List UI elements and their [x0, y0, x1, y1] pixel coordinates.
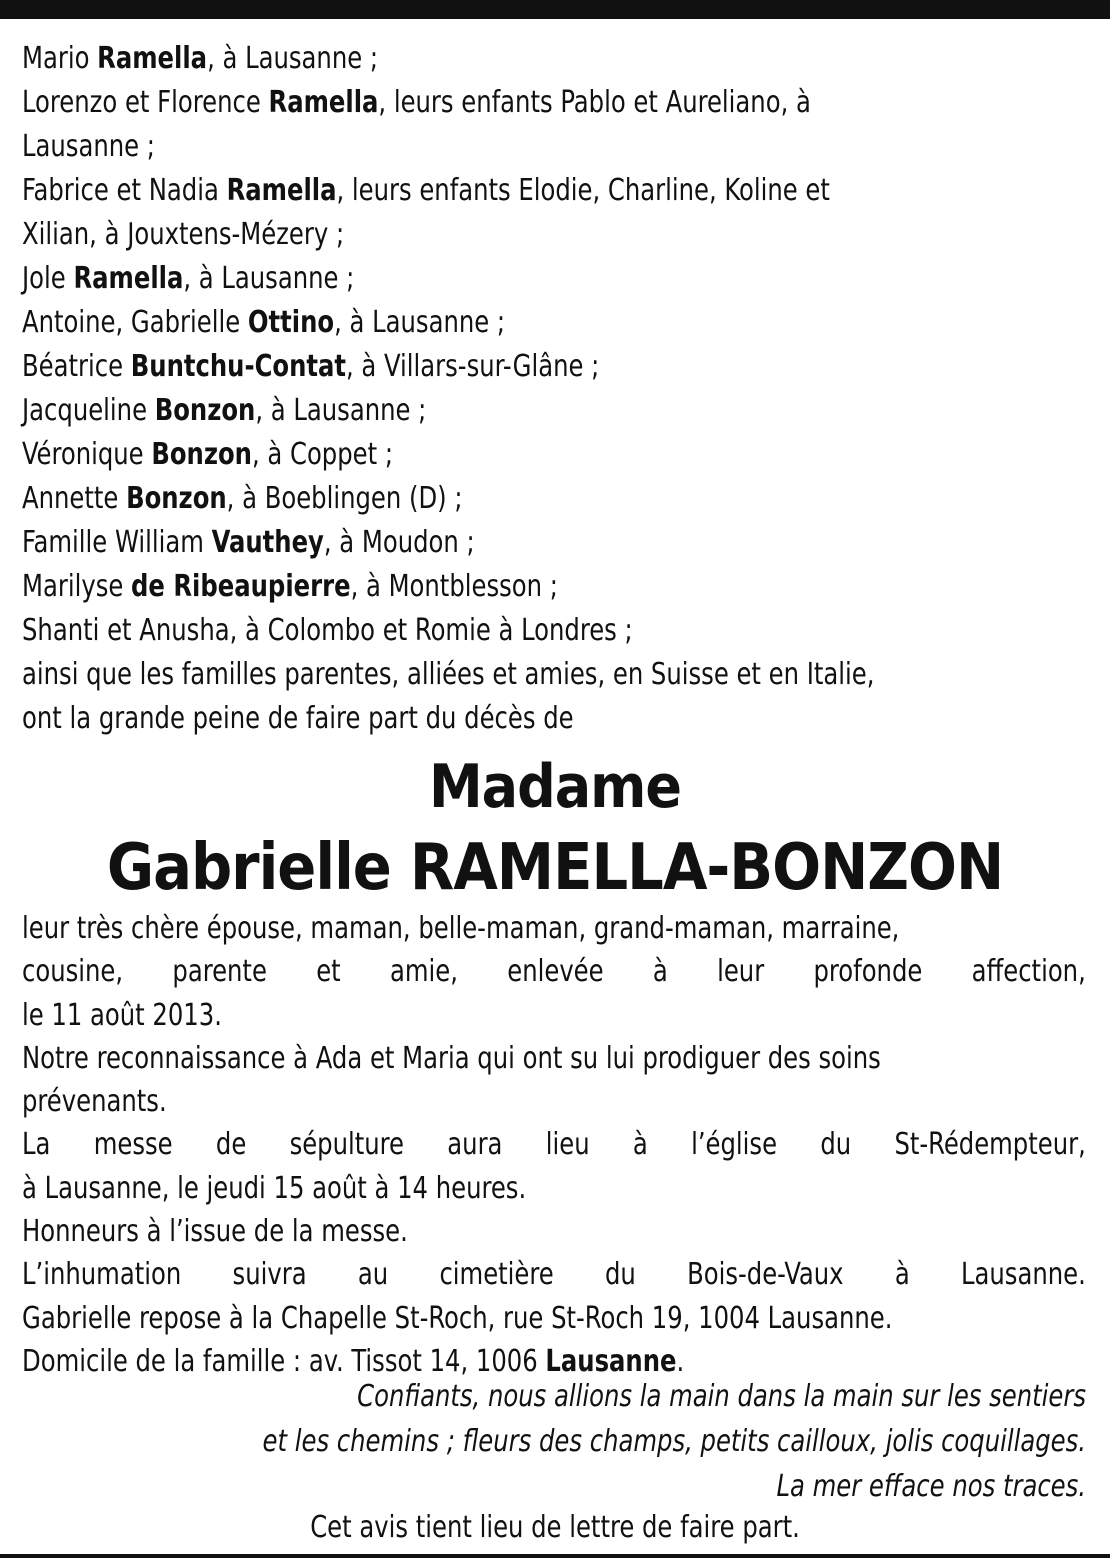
family-name: Ottino: [247, 305, 335, 340]
deceased-name: Gabrielle RAMELLA-BONZON: [106, 831, 1004, 905]
funeral-mass-text: à Lausanne, le jeudi 15 août à 14 heures.: [22, 1170, 527, 1206]
mourner-line: Véronique Bonzon, à Coppet ;: [22, 437, 394, 472]
family-name: Bonzon: [151, 437, 252, 472]
mourner-line: Lorenzo et Florence Ramella, leurs enfants Pablo et Aureliano, à: [22, 85, 811, 120]
mourner-line: Shanti et Anusha, à Colombo et Romie à Londres ;: [22, 613, 633, 648]
family-name: de Ribeaupierre: [131, 569, 351, 604]
domicile-city: Lausanne: [545, 1343, 677, 1379]
family-name: Bonzon: [154, 393, 256, 428]
mourner-line: Antoine, Gabrielle Ottino, à Lausanne ;: [22, 305, 506, 340]
poem-line: La mer efface nos traces.: [776, 1469, 1086, 1504]
mourners-list: [22, 37, 1086, 741]
family-domicile: Domicile de la famille : av. Tissot 14, 1006 Lausanne.: [22, 1343, 685, 1379]
mourner-line: Béatrice Buntchu-Contat, à Villars-sur-Glâne ;: [22, 349, 600, 384]
mourner-line: Lausanne ;: [22, 129, 156, 164]
mourner-line: Famille William Vauthey, à Moudon ;: [22, 525, 475, 560]
repose-text: Gabrielle repose à la Chapelle St-Roch, rue St-Roch 19, 1004 Lausanne.: [22, 1300, 893, 1336]
burial-text: L’inhumation suivra au cimetière du Bois-de-Vaux à Lausanne.: [22, 1257, 1086, 1293]
mourner-line: Jole Ramella, à Lausanne ;: [22, 261, 355, 296]
poem-line: Confiants, nous allions la main dans la main sur les sentiers: [357, 1379, 1087, 1414]
family-name: Ramella: [97, 41, 208, 76]
family-name: Bonzon: [126, 481, 227, 516]
top-border-rule: [0, 0, 1110, 19]
death-date: le 11 août 2013.: [22, 997, 222, 1033]
poem-line: et les chemins ; fleurs des champs, petits cailloux, jolis coquillages.: [262, 1424, 1086, 1459]
notice-body: [22, 907, 1086, 1383]
thanks-text: Notre reconnaissance à Ada et Maria qui ont su lui prodiguer des soins: [22, 1040, 881, 1076]
affection-text: leur très chère épouse, maman, belle-maman, grand-maman, marraine,: [22, 911, 900, 946]
mourner-line: Annette Bonzon, à Boeblingen (D) ;: [22, 481, 463, 516]
mourner-line: Jacqueline Bonzon, à Lausanne ;: [22, 393, 427, 428]
bottom-border-rule: [0, 1554, 1110, 1558]
family-name: Buntchu-Contat: [130, 349, 346, 384]
affection-text: cousine, parente et amie, enlevée à leur profonde affection,: [22, 954, 1086, 990]
closing-text: Cet avis tient lieu de lettre de faire part.: [310, 1510, 800, 1545]
mourner-line: Marilyse de Ribeaupierre, à Montblesson ;: [22, 569, 558, 604]
family-name: Vauthey: [211, 525, 324, 560]
honours-text: Honneurs à l’issue de la messe.: [22, 1214, 408, 1250]
deceased-honorific: Madame: [428, 752, 682, 822]
family-name: Ramella: [268, 85, 379, 120]
family-name: Ramella: [226, 173, 337, 208]
mourner-line: Mario Ramella, à Lausanne ;: [22, 41, 379, 76]
closing-note: [0, 1508, 1110, 1548]
mourner-line: Fabrice et Nadia Ramella, leurs enfants Elodie, Charline, Koline et: [22, 173, 830, 208]
announcement-line: ont la grande peine de faire part du décès de: [22, 701, 574, 736]
thanks-text: prévenants.: [22, 1084, 167, 1120]
family-name: Ramella: [73, 261, 184, 296]
poem-quote: [24, 1374, 1086, 1509]
funeral-mass-text: La messe de sépulture aura lieu à l’église du St-Rédempteur,: [22, 1127, 1086, 1163]
mourner-line: ainsi que les familles parentes, alliées et amies, en Suisse et en Italie,: [22, 657, 875, 692]
mourner-line: Xilian, à Jouxtens-Mézery ;: [22, 217, 345, 252]
